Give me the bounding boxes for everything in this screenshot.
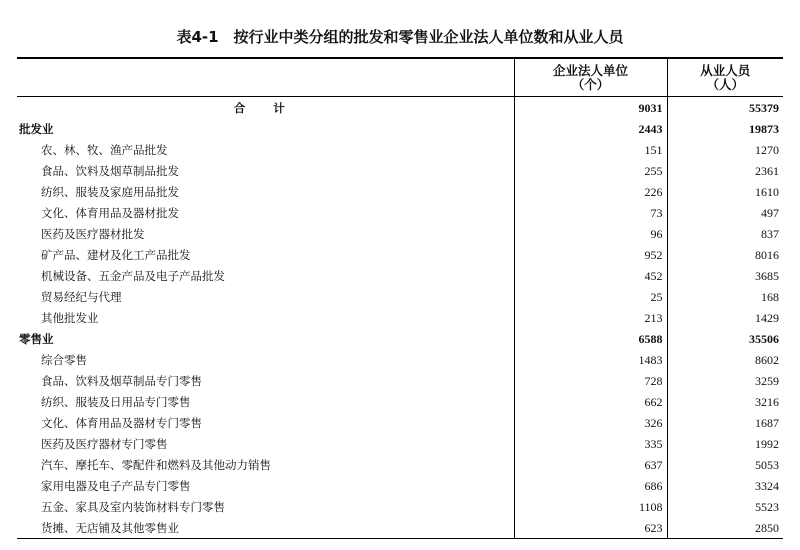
row-label: 综合零售 [41, 352, 87, 367]
header-units-unit: （个） [571, 76, 610, 92]
row-employees: 1270 [667, 139, 783, 160]
table-row [17, 433, 783, 454]
row-label: 货摊、无店铺及其他零售业 [17, 517, 514, 539]
row-units: 96 [514, 223, 667, 244]
row-label: 机械设备、五金产品及电子产品批发 [41, 268, 225, 283]
row-label: 合 计 [233, 100, 297, 115]
row-employees: 1992 [667, 433, 783, 454]
row-employees: 3259 [667, 370, 783, 391]
table-row [17, 181, 783, 202]
row-units: 662 [514, 391, 667, 412]
row-employees: 35506 [667, 328, 783, 349]
row-employees: 8016 [667, 244, 783, 265]
row-label: 医药及医疗器材批发 [41, 226, 145, 241]
header-employees [667, 58, 783, 97]
row-label: 文化、体育用品及器材专门零售 [41, 415, 202, 430]
table-row [17, 475, 783, 496]
row-label: 纺织、服装及日用品专门零售 [41, 394, 191, 409]
row-label: 医药及医疗器材专门零售 [41, 436, 168, 451]
table-row [17, 139, 783, 160]
row-label: 五金、家具及室内装饰材料专门零售 [41, 499, 225, 514]
row-employees: 55379 [667, 97, 783, 119]
table-row [17, 307, 783, 328]
row-employees: 8602 [667, 349, 783, 370]
row-employees: 2361 [667, 160, 783, 181]
header-employees-unit: （人） [706, 76, 744, 92]
table-row [17, 160, 783, 181]
table-row [17, 412, 783, 433]
header-units [514, 58, 667, 97]
table-title: 表4-1 按行业中类分组的批发和零售业企业法人单位数和从业人员 [176, 28, 624, 46]
row-units: 728 [514, 370, 667, 391]
row-label: 农、林、牧、渔产品批发 [41, 142, 168, 157]
row-employees: 837 [667, 223, 783, 244]
table-row [17, 370, 783, 391]
row-employees: 5523 [667, 496, 783, 517]
row-employees: 497 [667, 202, 783, 223]
row-units: 326 [514, 412, 667, 433]
table-body [17, 97, 783, 539]
row-label: 贸易经纪与代理 [41, 289, 122, 304]
row-units: 623 [514, 517, 667, 539]
section-row [17, 328, 783, 349]
row-units: 226 [514, 181, 667, 202]
row-units: 255 [514, 160, 667, 181]
section-row [17, 118, 783, 139]
table-row [17, 454, 783, 475]
row-units: 6588 [514, 328, 667, 349]
row-employees: 1687 [667, 412, 783, 433]
row-employees: 5053 [667, 454, 783, 475]
row-units: 25 [514, 286, 667, 307]
table-row [17, 202, 783, 223]
row-label: 汽车、摩托车、零配件和燃料及其他动力销售 [41, 457, 271, 472]
row-units: 1108 [514, 496, 667, 517]
table-row [17, 223, 783, 244]
row-units: 9031 [514, 97, 667, 119]
row-employees: 3216 [667, 391, 783, 412]
row-units: 335 [514, 433, 667, 454]
header-employees-label: 从业人员 [700, 62, 751, 78]
total-row [17, 97, 783, 119]
row-label: 批发业 [19, 121, 54, 136]
row-employees: 2850 [667, 517, 783, 539]
row-employees: 3685 [667, 265, 783, 286]
row-units: 952 [514, 244, 667, 265]
row-units: 686 [514, 475, 667, 496]
row-units: 1483 [514, 349, 667, 370]
table-row [17, 391, 783, 412]
row-units: 73 [514, 202, 667, 223]
row-label: 食品、饮料及烟草制品专门零售 [41, 373, 202, 388]
row-label: 家用电器及电子产品专门零售 [41, 478, 191, 493]
row-units: 452 [514, 265, 667, 286]
header-units-label: 企业法人单位 [552, 62, 628, 78]
table-row [17, 244, 783, 265]
row-employees: 1429 [667, 307, 783, 328]
row-label: 文化、体育用品及器材批发 [41, 205, 179, 220]
row-label: 矿产品、建材及化工产品批发 [41, 247, 191, 262]
row-label: 食品、饮料及烟草制品批发 [41, 163, 179, 178]
table-row [17, 349, 783, 370]
statistics-table [17, 57, 783, 539]
row-units: 2443 [514, 118, 667, 139]
row-units: 637 [514, 454, 667, 475]
row-units: 213 [514, 307, 667, 328]
table-row [17, 265, 783, 286]
table-row [17, 517, 783, 539]
row-employees: 3324 [667, 475, 783, 496]
row-label: 其他批发业 [41, 310, 99, 325]
row-label: 纺织、服装及家庭用品批发 [41, 184, 179, 199]
row-units: 151 [514, 139, 667, 160]
table-row [17, 496, 783, 517]
header-category [17, 58, 514, 97]
row-label: 零售业 [19, 331, 54, 346]
row-employees: 168 [667, 286, 783, 307]
table-row [17, 286, 783, 307]
row-employees: 19873 [667, 118, 783, 139]
row-employees: 1610 [667, 181, 783, 202]
